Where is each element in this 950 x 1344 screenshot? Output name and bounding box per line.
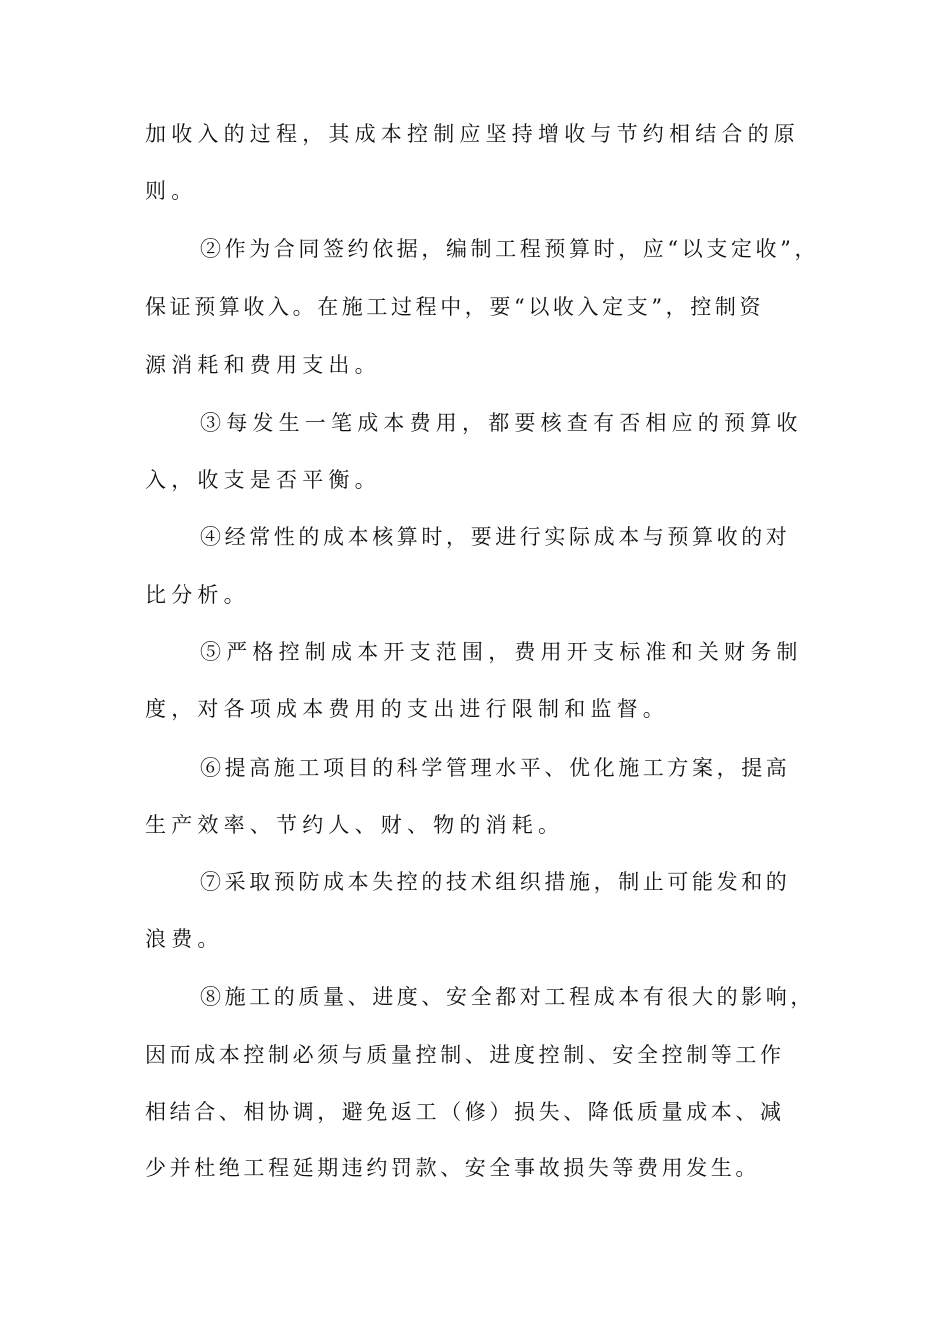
text-line: 度，对各项成本费用的支出进行限制和监督。 <box>145 697 669 721</box>
paragraph-3-start: ③每发生一笔成本费用，都要核查有否相应的预算收 <box>200 411 803 435</box>
text-line: 因而成本控制必须与质量控制、进度控制、安全控制等工作 <box>145 1043 785 1067</box>
text-line: 生产效率、节约人、财、物的消耗。 <box>145 813 565 837</box>
text-line: 少并杜绝工程延期违约罚款、安全事故损失等费用发生。 <box>145 1156 760 1180</box>
text-line: 比分析。 <box>145 583 250 607</box>
text-line: 加收入的过程，其成本控制应坚持增收与节约相结合的原 <box>145 122 800 146</box>
paragraph-6-start: ⑥提高施工项目的科学管理水平、优化施工方案，提高 <box>200 756 791 780</box>
text-line: 保证预算收入。在施工过程中，要“以收入定支”，控制资 <box>145 295 765 319</box>
text-line: 相结合、相协调，避免返工（修）损失、降低质量成本、减 <box>145 1100 785 1124</box>
paragraph-5-start: ⑤严格控制成本开支范围，费用开支标准和关财务制 <box>200 640 803 664</box>
paragraph-4-start: ④经常性的成本核算时，要进行实际成本与预算收的对 <box>200 525 791 549</box>
paragraph-2-start: ②作为合同签约依据，编制工程预算时，应“以支定收”， <box>200 237 820 261</box>
text-line: 浪费。 <box>145 927 224 951</box>
text-line: 源消耗和费用支出。 <box>145 353 381 377</box>
text-line: 则。 <box>145 179 198 203</box>
paragraph-8-start: ⑧施工的质量、进度、安全都对工程成本有很大的影响， <box>200 985 815 1009</box>
paragraph-7-start: ⑦采取预防成本失控的技术组织措施，制止可能发和的 <box>200 870 791 894</box>
text-line: 入，收支是否平衡。 <box>145 468 381 492</box>
